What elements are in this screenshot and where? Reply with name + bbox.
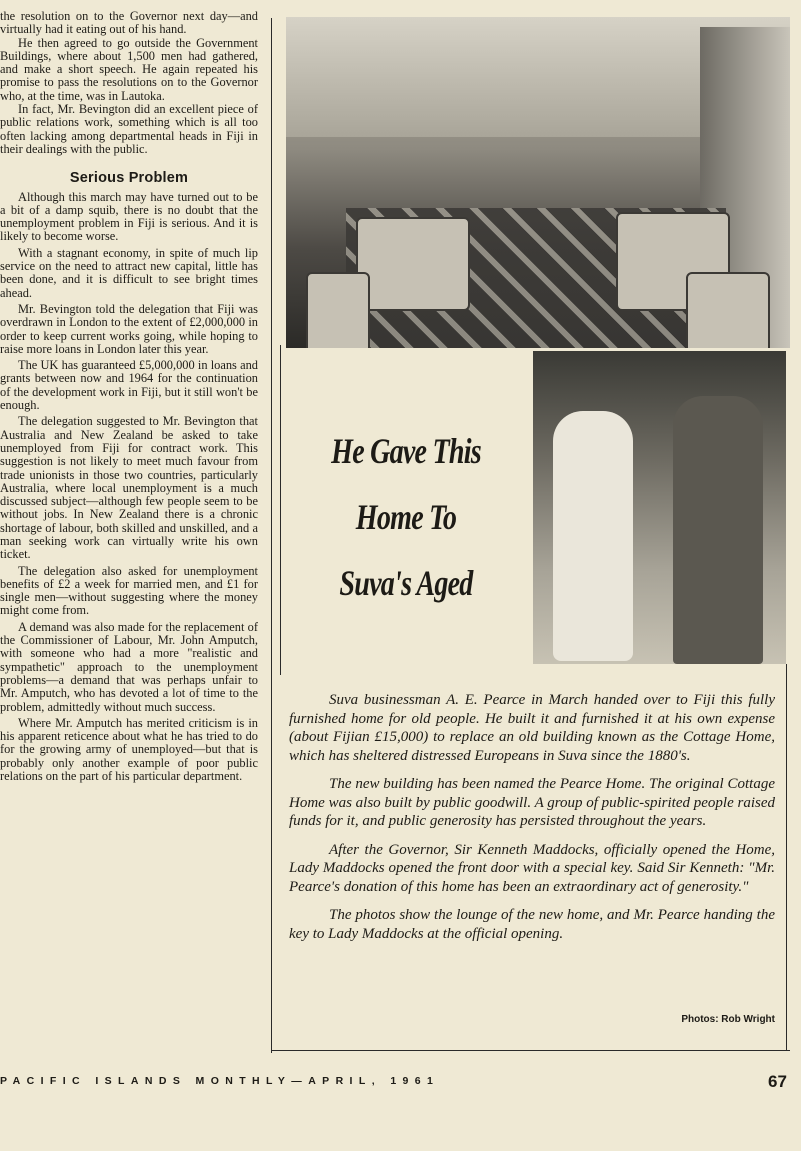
- photo-credit: Photos: Rob Wright: [681, 1014, 775, 1025]
- caption-paragraph: Suva businessman A. E. Pearce in March handed over to Fiji this fully furnished home for old people. He built it and furnished it at his own expense (about Fijian £15,000) to replace an old building known as the Cottage Home, which has sheltered distressed Europeans in Suva since the 1880's.: [289, 692, 775, 764]
- feature-caption: [289, 691, 775, 953]
- column-divider: [271, 18, 272, 1053]
- frame-rule: [280, 345, 281, 675]
- paragraph: Although this march may have turned out to be a bit of a damp squib, there is no doubt that the unemployment problem in Fiji is serious. And it is likely to become worse.: [0, 189, 258, 244]
- left-column: [0, 10, 258, 783]
- headline-line: Home To: [355, 497, 457, 537]
- paragraph: Where Mr. Amputch has merited criticism is in his apparent reticence about what he has tried to do for the growing army of unemployed—but that is probably only another example of poor public relations on the part of his particular department.: [0, 715, 258, 784]
- paragraph: Mr. Bevington told the delegation that Fiji was overdrawn in London to the extent of £2,000,000 in order to keep current works going, while hoping to raise more loans in London later this year.: [0, 301, 258, 356]
- frame-rule: [786, 664, 787, 1051]
- page-footer: [0, 1072, 801, 1092]
- paragraph: The delegation suggested to Mr. Bevington that Australia and New Zealand be asked to take unemployed from Fiji for contract work. This suggestion is not likely to meet much favour from trade unionists in those two countries, particularly Australia, where local unemployment is a much discussed subject—although few people seem to be without jobs. In New Zealand there is a chronic shortage of labour, both skilled and unskilled, and a man seeking work can virtually write his own ticket.: [0, 414, 258, 562]
- paragraph: He then agreed to go outside the Government Buildings, where about 1,500 men had gathered, and make a short speech. He again repeated his promise to pass the resolutions on to the Governor who, at the time, was in Lautoka.: [0, 35, 258, 103]
- key-handover-photo: [533, 351, 786, 664]
- caption-paragraph: After the Governor, Sir Kenneth Maddocks, officially opened the Home, Lady Maddocks opened the front door with a special key. Said Sir Kenneth: "Mr. Pearce's donation of this home has been an extraordinary act of generosity.": [289, 841, 775, 895]
- caption-paragraph: The new building has been named the Pearce Home. The original Cottage Home was also built by public goodwill. A group of public-spirited people raised funds for it, and public generosity has persisted throughout the years.: [289, 776, 775, 829]
- paragraph: the resolution on to the Governor next day—and virtually had it eating out of his hand.: [0, 9, 258, 37]
- headline-line: He Gave This: [331, 431, 481, 471]
- caption-paragraph: The photos show the lounge of the new home, and Mr. Pearce handing the key to Lady Maddocks at the official opening.: [289, 907, 775, 942]
- lounge-photo: [286, 17, 790, 348]
- page-number: 67: [768, 1072, 787, 1091]
- paragraph: The UK has guaranteed £5,000,000 in loans and grants between now and 1964 for the continuation of the development work in Fiji, but it still won't be enough.: [0, 358, 258, 413]
- frame-rule: [272, 1050, 790, 1051]
- headline-line: Suva's Aged: [339, 563, 473, 603]
- paragraph: In fact, Mr. Bevington did an excellent piece of public relations work, something which is all too often lacking among departmental heads in Fiji in their dealings with the public.: [0, 102, 258, 156]
- subheading: Serious Problem: [69, 170, 189, 187]
- paragraph: A demand was also made for the replacement of the Commissioner of Labour, Mr. John Amputch, with someone who had a more "realistic and sympathetic" approach to the unemployment problems—a demand that was perhaps unfair to Mr. Amputch, who has devoted a lot of time to the problem, admittedly without much success.: [0, 619, 258, 714]
- paragraph: The delegation also asked for unemployment benefits of £2 a week for married men, and £1 for single men—without suggesting where the money might come from.: [0, 563, 258, 618]
- paragraph: With a stagnant economy, in spite of much lip service on the need to attract new capital, little has been done, and it is difficult to see bright times ahead.: [0, 245, 258, 300]
- feature-headline: [320, 418, 492, 616]
- publication-line: PACIFIC ISLANDS MONTHLY—APRIL, 1961: [0, 1075, 440, 1087]
